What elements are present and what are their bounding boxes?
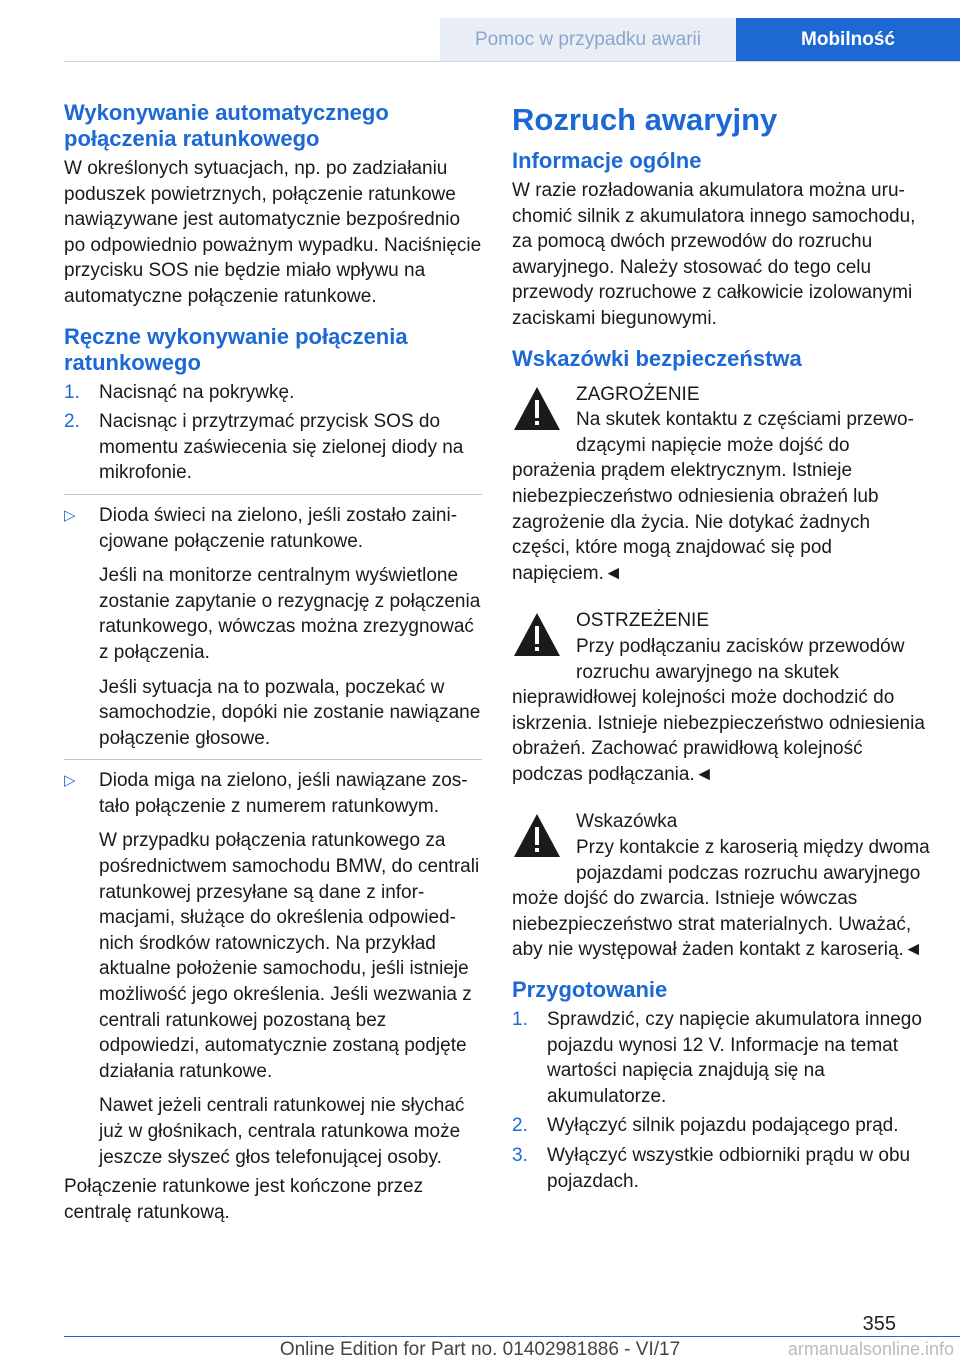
case-text: Dioda miga na zielono, jeśli nawiązane zostało połączenie z numerem ratunkowym. <box>99 770 468 817</box>
step-number: 1. <box>512 1009 528 1031</box>
header-divider <box>64 61 960 62</box>
divider <box>64 759 482 760</box>
step-number: 3. <box>512 1145 528 1166</box>
manual-call-heading: Ręczne wykonywanie połączenia ratunkowego <box>64 323 408 375</box>
list-item <box>512 1113 930 1139</box>
right-column <box>512 100 930 1194</box>
warning-title: ZAGROŻENIE <box>576 383 700 405</box>
case-text: W przypadku połączenia ratunkowego za pośrednictwem samochodu BMW, do centrali ratunkowej przesyłane są dane z informacjami, służące do określenia odpowiednich środków ratowniczych. Na przykład aktualne położenie samochodu, jeśli istnieje możliwość jego określenia. Jeśli wezwania z centrali ratunkowej pozostaną bez odpowiedzi, automatycznie zostaną podjęte działania ratunkowe. <box>99 830 480 1082</box>
list-item <box>512 1007 930 1109</box>
edition-note: Online Edition for Part no. 01402981886 - VI/17 <box>279 1339 681 1360</box>
warning-block <box>512 382 930 587</box>
header-bar <box>440 18 960 62</box>
case-text: Dioda świeci na zielono, jeśli zostało zainicjowane połączenie ratunkowe. <box>99 504 458 552</box>
warning-text: Na skutek kontaktu z częściami przewodzącymi napięcie może dojść do porażenia prądem elektrycznym. Istnieje niebezpieczeństwo odniesienia obrażeń lub zagrożenie dla życia. Nie dotykać żadnych części, które mogą znajdować się pod napięciem.◄ <box>512 409 914 584</box>
step-number: 1. <box>64 381 80 403</box>
warning-title: OSTRZEŻENIE <box>576 610 710 632</box>
warning-icon <box>512 610 562 660</box>
warning-text: Przy podłączaniu zacisków przewodów rozruchu awaryjnego na skutek nieprawidłowej kolejności może dochodzić do iskrzenia. Istnieje niebezpieczeństwo odniesienia obrażeń. Zachować prawidłową kolejność podczas podłączania.◄ <box>512 635 925 785</box>
warning-text: Przy kontakcie z karoserią między dwoma pojazdami podczas rozruchu awaryjnego może dojść do zwarcia. Istnieje wówczas niebezpieczeństwo strat materialnych. Uważać, aby nie występował żaden kontakt z karoserią.◄ <box>512 837 930 961</box>
auto-call-text: W określonych sytuacjach, np. po zadziałaniu poduszek powietrznych, połączenie ratunkowe nawiązywane jest automatycznie bezpośrednio po odpowiednio poważnym wypadku. Naciśnięcie przycisku SOS nie będzie miało wpływu na automatyczne połączenie ratunkowe. <box>64 158 482 307</box>
page-number: 355 <box>862 1313 896 1335</box>
footer-divider <box>64 1336 960 1337</box>
case-text: Nawet jeżeli centrali ratunkowej nie słychać już w głośnikach, centrala ratunkowa może jeszcze słyszeć głos telefonującej osoby. <box>99 1095 465 1168</box>
warning-icon <box>512 811 562 861</box>
watermark: armanualsonline.info <box>787 1339 954 1359</box>
divider <box>64 494 482 495</box>
general-text: W razie rozładowania akumulatora można uruchomić silnik z akumulatora innego samochodu, za pomocą dwóch przewodów do rozruchu awaryjnego. Należy stosować do tego celu przewody rozruchowe z całkowicie izolowanymi zaciskami biegunowymi. <box>512 180 916 329</box>
auto-call-heading: Wykonywanie automatycznego połączenia ratunkowego <box>64 100 389 151</box>
step-text: Nacisnąc i przytrzymać przycisk SOS do momentu zaświecenia się zielonej diody na mikrofonie. <box>99 411 464 484</box>
case-text: Jeśli na monitorze centralnym wyświetlone zostanie zapytanie o rezygnację z połączenia ratunkowego, wówczas można zrezygnować z połączenia. <box>99 565 481 663</box>
case-text: Jeśli sytuacja na to pozwala, poczekać w samochodzie, dopóki nie zostanie nawiązane połączenie głosowe. <box>99 676 481 749</box>
breadcrumb[interactable]: Pomoc w przypadku awarii <box>440 18 736 62</box>
case-item <box>64 768 482 1170</box>
triangle-right-icon: ▷ <box>64 772 76 790</box>
triangle-right-icon: ▷ <box>64 506 76 524</box>
warning-block <box>512 809 930 963</box>
list-item <box>64 380 482 406</box>
safety-heading: Wskazówki bezpieczeństwa <box>512 345 802 371</box>
step-text: Wyłączyć silnik pojazdu podającego prąd. <box>547 1115 899 1137</box>
step-number: 2. <box>64 411 80 433</box>
section-tab[interactable]: Mobilność <box>736 18 960 62</box>
step-text: Wyłączyć wszystkie odbiorniki prądu w obu pojazdach. <box>547 1145 911 1192</box>
list-item <box>64 409 482 486</box>
case-item <box>64 503 482 751</box>
step-text: Sprawdzić, czy napięcie akumulatora innego pojazdu wynosi 12 V. Informacje na temat wartości napięcia znajdują się na akumulatorze. <box>547 1009 922 1107</box>
step-number: 2. <box>512 1115 528 1137</box>
list-item <box>512 1143 930 1194</box>
closing-text: Połączenie ratunkowe jest kończone przez centralę ratunkową. <box>64 1176 424 1223</box>
warning-icon <box>512 384 562 434</box>
left-column <box>64 100 482 1225</box>
step-text: Nacisnąć na pokrywkę. <box>99 381 295 403</box>
warning-block <box>512 608 930 787</box>
warning-title: Wskazówka <box>576 811 678 833</box>
page-title: Rozruch awaryjny <box>512 102 778 137</box>
general-heading: Informacje ogólne <box>512 148 702 173</box>
prep-heading: Przygotowanie <box>512 977 668 1003</box>
